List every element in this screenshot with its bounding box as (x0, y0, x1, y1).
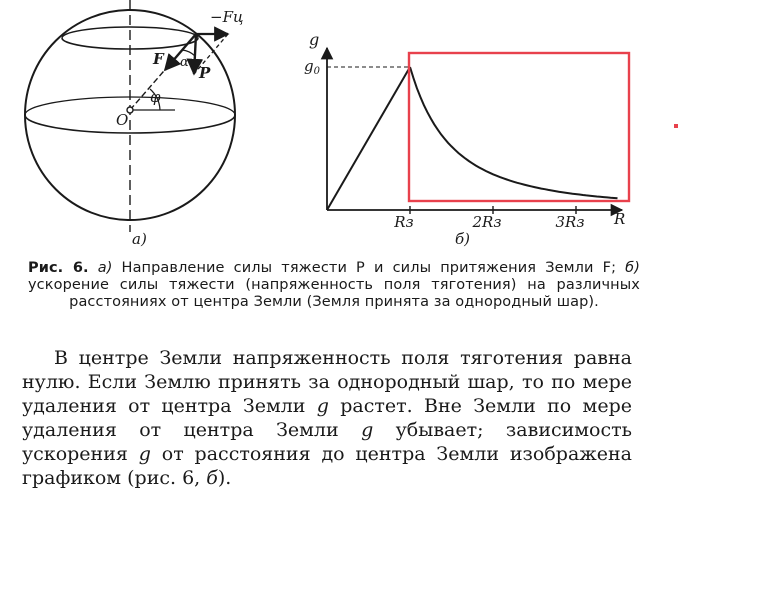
x-tick-label-2: 2Rз (472, 213, 502, 231)
stray-red-mark (674, 124, 678, 128)
body-paragraph (22, 346, 632, 490)
paragraph-t3: убывает; зависимость ускорения (22, 419, 632, 465)
paragraph-g1: g (316, 395, 329, 417)
x-tick-label-1: Rз (394, 213, 414, 231)
label-minus-Fc: −Fц (210, 8, 244, 26)
label-phi: φ (150, 88, 161, 106)
caption-part-a-label: а) (97, 260, 113, 276)
sphere-diagram (25, 0, 243, 248)
label-F: F (153, 50, 164, 68)
sublabel-a: а) (132, 230, 147, 248)
g0-text: g (304, 57, 314, 75)
g0-subscript: 0 (313, 66, 320, 77)
caption-part-a-text: Направление силы тяжести P и силы притяжения Земли F; (112, 260, 617, 276)
curve-outside (410, 67, 618, 198)
figure-caption (28, 260, 640, 311)
x-tick-label-3: 3Rз (555, 213, 585, 231)
paragraph-ref: б (206, 467, 218, 489)
label-P: P (199, 64, 211, 82)
paragraph-t4: от расстояния до центра Земли изображена графиком (рис. 6, (22, 443, 632, 489)
x-axis-label: R (614, 210, 626, 228)
label-alpha: α (180, 55, 189, 70)
paragraph-t5: ). (217, 467, 232, 489)
highlight-box (409, 53, 629, 201)
label-O: O (116, 111, 129, 129)
caption-part-b-label: б) (625, 260, 640, 276)
paragraph-t1: В центре Земли напряженность поля тяготения равна нулю. Если Землю принять за однородный шар, то по мере удаления от центра Земли (22, 347, 632, 417)
paragraph-t2: растет. Вне Земли по мере удаления от центра Земли (22, 395, 632, 441)
figure-6 (0, 0, 768, 260)
sublabel-b: б) (455, 230, 471, 248)
g0-label (304, 57, 321, 77)
caption-part-b-text: ускорение силы тяжести (напряженность поля тяготения) на различных расстояниях от центра Земли (Земля принята за однородный шар). (28, 277, 640, 310)
paragraph-g3: g (138, 443, 151, 465)
caption-lead: Рис. 6. (28, 260, 89, 276)
y-axis-label: g (309, 30, 320, 49)
g-vs-R-chart (304, 30, 629, 248)
paragraph-g2: g (361, 419, 374, 441)
curve-inside (327, 67, 410, 210)
vector-P (194, 34, 196, 74)
